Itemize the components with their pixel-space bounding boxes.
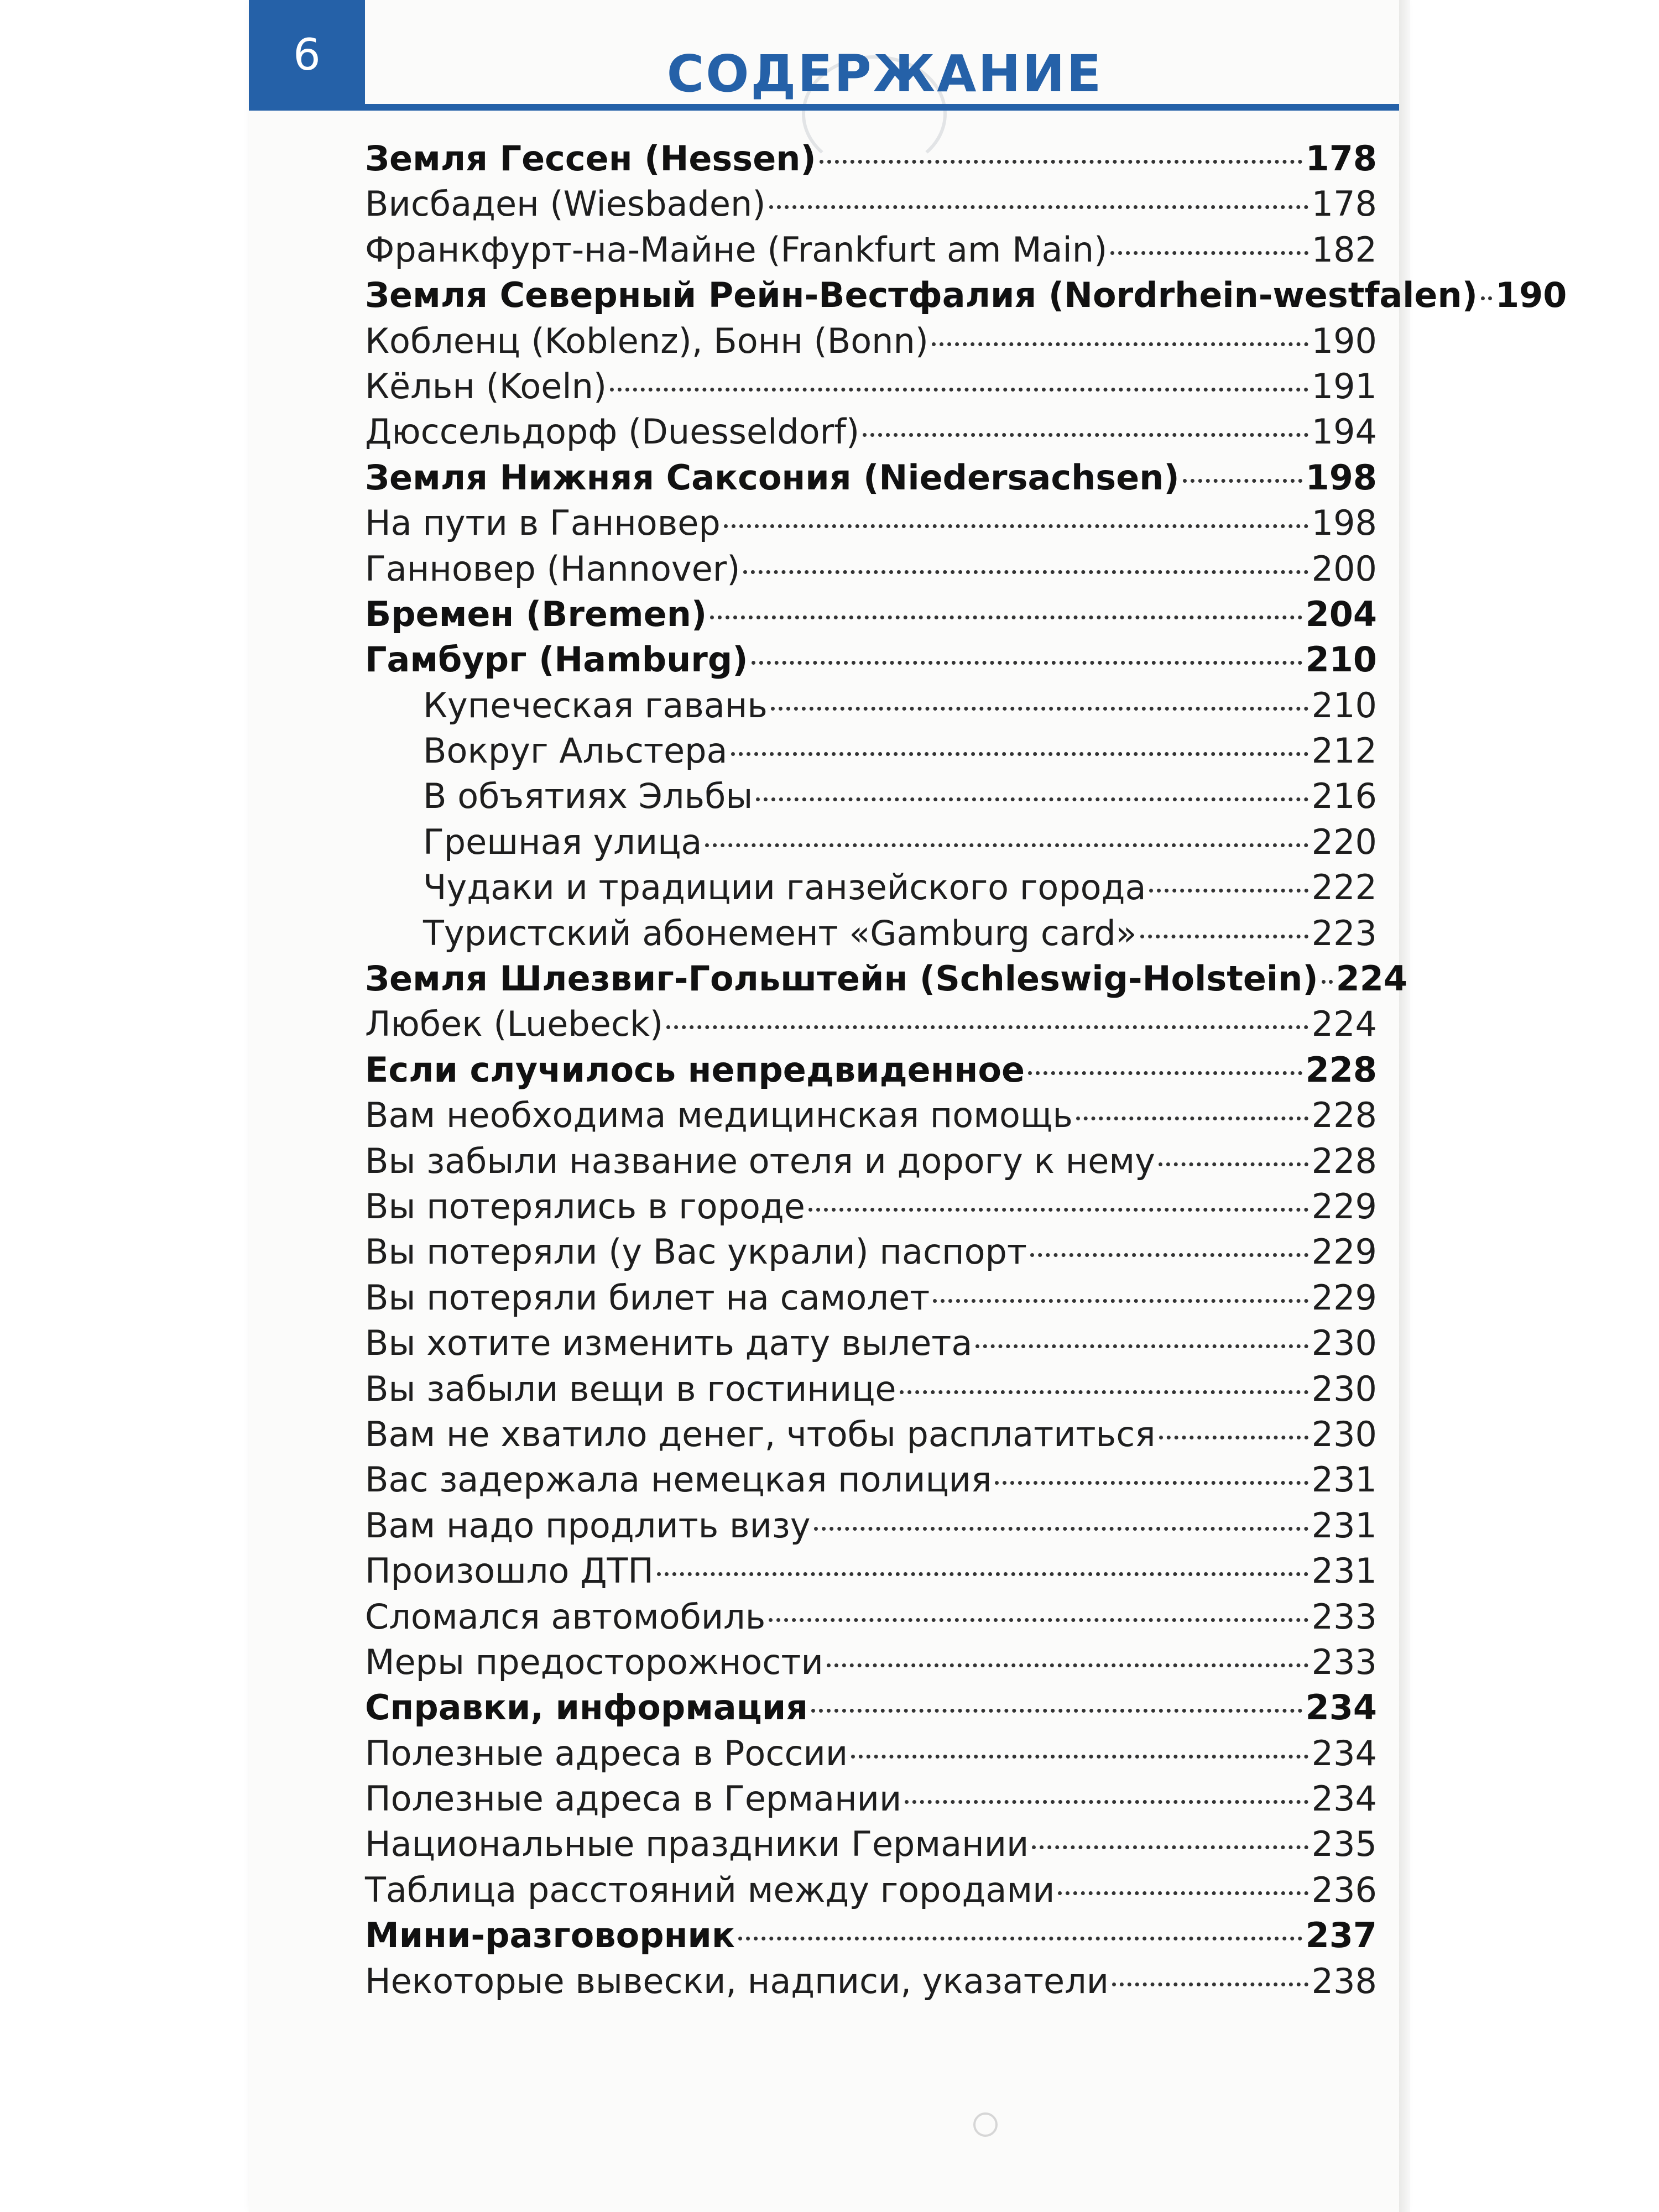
toc-entry-title: На пути в Ганновер bbox=[365, 503, 721, 544]
toc-dot-leader bbox=[827, 1663, 1308, 1667]
toc-entry-page: 224 bbox=[1311, 1004, 1377, 1045]
toc-entry bbox=[365, 1323, 1377, 1368]
toc-entry-page: 194 bbox=[1311, 411, 1377, 452]
toc-entry bbox=[365, 1141, 1377, 1186]
toc-entry-title: Вас задержала немецкая полиция bbox=[365, 1459, 992, 1500]
toc-dot-leader bbox=[820, 160, 1302, 164]
toc-entry bbox=[365, 1597, 1377, 1642]
toc-entry bbox=[365, 1369, 1377, 1414]
toc-entry-page: 233 bbox=[1311, 1641, 1377, 1682]
toc-entry-title: Кёльн (Koeln) bbox=[365, 366, 607, 406]
toc-entry bbox=[365, 366, 1377, 411]
toc-entry-title: Висбаден (Wiesbaden) bbox=[365, 184, 766, 225]
toc-entry bbox=[365, 1778, 1377, 1824]
toc-entry-title: Вам необходима медицинская помощь bbox=[365, 1095, 1073, 1136]
toc-dot-leader bbox=[610, 388, 1308, 392]
toc-entry-title: В объятиях Эльбы bbox=[423, 776, 753, 817]
toc-dot-leader bbox=[905, 1800, 1308, 1804]
toc-dot-leader bbox=[851, 1755, 1308, 1759]
toc-entry-page: 198 bbox=[1311, 503, 1377, 544]
toc-entry-title: Вы потерялись в городе bbox=[365, 1186, 805, 1227]
toc-dot-leader bbox=[1032, 1845, 1308, 1849]
toc-entry bbox=[365, 1186, 1377, 1232]
toc-entry bbox=[365, 1642, 1377, 1687]
toc-dot-leader bbox=[1058, 1891, 1308, 1895]
toc-dot-leader bbox=[1159, 1436, 1308, 1439]
toc-entry bbox=[365, 822, 1377, 867]
toc-entry-title: Грешная улица bbox=[423, 821, 702, 862]
toc-entry-page: 231 bbox=[1311, 1505, 1377, 1546]
toc-dot-leader bbox=[995, 1481, 1308, 1485]
toc-entry-title: Если случилось непредвиденное bbox=[365, 1049, 1025, 1090]
toc-entry bbox=[365, 1915, 1377, 1960]
toc-entry bbox=[365, 275, 1567, 320]
toc-entry-title: Любек (Luebeck) bbox=[365, 1004, 664, 1045]
toc-entry-page: 237 bbox=[1305, 1915, 1377, 1956]
toc-entry-page: 216 bbox=[1311, 776, 1377, 817]
toc-entry-page: 229 bbox=[1311, 1186, 1377, 1227]
toc-entry bbox=[365, 1459, 1377, 1505]
toc-dot-leader bbox=[811, 1709, 1302, 1713]
toc-dot-leader bbox=[771, 707, 1308, 711]
toc-entry bbox=[365, 503, 1377, 548]
toc-entry bbox=[365, 321, 1377, 366]
toc-dot-leader bbox=[1110, 251, 1308, 255]
toc-entry-page: 220 bbox=[1311, 821, 1377, 862]
toc-entry-title: Дюссельдорф (Duesseldorf) bbox=[365, 411, 860, 452]
toc-dot-leader bbox=[814, 1527, 1308, 1531]
toc-entry-title: Вы забыли название отеля и дорогу к нему bbox=[365, 1140, 1155, 1181]
toc-entry-title: Франкфурт-на-Майне (Frankfurt am Main) bbox=[365, 229, 1108, 270]
toc-entry-page: 182 bbox=[1311, 229, 1377, 270]
toc-dot-leader bbox=[743, 570, 1308, 574]
toc-entry-title: Вокруг Альстера bbox=[423, 731, 728, 771]
toc-entry-page: 238 bbox=[1311, 1960, 1377, 2001]
toc-entry-title: Ганновер (Hannover) bbox=[365, 548, 740, 589]
toc-dot-leader bbox=[756, 797, 1308, 801]
toc-entry bbox=[365, 229, 1377, 275]
toc-entry-page: 230 bbox=[1311, 1368, 1377, 1409]
toc-entry-title: Полезные адреса в Германии bbox=[365, 1778, 902, 1819]
toc-dot-leader bbox=[1149, 889, 1308, 893]
toc-entry bbox=[365, 1004, 1377, 1049]
toc-entry bbox=[365, 184, 1377, 229]
toc-entry bbox=[365, 1870, 1377, 1915]
toc-dot-leader bbox=[900, 1390, 1308, 1394]
page-title-text: СОДЕРЖАНИЕ bbox=[666, 44, 1103, 103]
toc-entry-page: 230 bbox=[1311, 1323, 1377, 1364]
header-rule bbox=[249, 104, 1399, 111]
toc-entry-title: Вы потеряли билет на самолет bbox=[365, 1277, 930, 1318]
toc-entry-page: 224 bbox=[1335, 958, 1408, 999]
toc-dot-leader bbox=[666, 1025, 1308, 1029]
toc-dot-leader bbox=[1322, 980, 1333, 984]
toc-dot-leader bbox=[738, 1937, 1302, 1940]
toc-entry-page: 200 bbox=[1311, 548, 1377, 589]
toc-entry bbox=[365, 1961, 1377, 2006]
toc-entry bbox=[365, 1824, 1377, 1869]
toc-dot-leader bbox=[731, 752, 1308, 756]
toc-entry-page: 190 bbox=[1311, 320, 1377, 361]
toc-entry-page: 210 bbox=[1311, 685, 1377, 726]
toc-dot-leader bbox=[769, 1618, 1308, 1622]
toc-entry-title: Кобленц (Koblenz), Бонн (Bonn) bbox=[365, 320, 928, 361]
toc-entry-title: Мини-разговорник bbox=[365, 1915, 735, 1956]
toc-entry-page: 231 bbox=[1311, 1551, 1377, 1592]
toc-dot-leader bbox=[1028, 1071, 1302, 1075]
toc-entry-page: 191 bbox=[1311, 366, 1377, 406]
toc-entry bbox=[365, 138, 1377, 184]
toc-entry-title: Купеческая гавань bbox=[423, 685, 768, 726]
toc-dot-leader bbox=[705, 843, 1308, 847]
toc-entry bbox=[365, 1050, 1377, 1095]
toc-entry-title: Произошло ДТП bbox=[365, 1551, 654, 1592]
toc-entry-page: 223 bbox=[1311, 912, 1377, 953]
toc-entry-page: 230 bbox=[1311, 1413, 1377, 1454]
toc-dot-leader bbox=[863, 433, 1308, 437]
toc-entry-page: 229 bbox=[1311, 1232, 1377, 1272]
toc-entry bbox=[365, 958, 1408, 1004]
toc-entry-page: 190 bbox=[1495, 275, 1567, 316]
toc-entry-title: Меры предосторожности bbox=[365, 1641, 823, 1682]
toc-dot-leader bbox=[932, 342, 1308, 346]
toc-entry-page: 212 bbox=[1311, 731, 1377, 771]
toc-entry-page: 231 bbox=[1311, 1459, 1377, 1500]
toc-entry-page: 228 bbox=[1311, 1140, 1377, 1181]
toc-dot-leader bbox=[975, 1344, 1308, 1348]
page-title bbox=[249, 44, 1399, 103]
toc-entry-page: 233 bbox=[1311, 1596, 1377, 1637]
toc-dot-leader bbox=[769, 205, 1308, 209]
toc-entry-page: 234 bbox=[1305, 1687, 1377, 1728]
toc-entry-title: Вам не хватило денег, чтобы расплатиться bbox=[365, 1413, 1156, 1454]
toc-entry bbox=[365, 1551, 1377, 1596]
toc-entry-page: 235 bbox=[1311, 1824, 1377, 1865]
toc-entry bbox=[365, 639, 1377, 685]
toc-entry-title: Туристский абонемент «Gamburg card» bbox=[423, 912, 1137, 953]
toc-entry-title: Земля Гессен (Hessen) bbox=[365, 138, 816, 179]
toc-entry-title: Некоторые вывески, надписи, указатели bbox=[365, 1960, 1109, 2001]
toc-entry bbox=[365, 549, 1377, 594]
toc-entry bbox=[365, 1733, 1377, 1778]
toc-entry-title: Справки, информация bbox=[365, 1687, 808, 1728]
toc-entry-page: 228 bbox=[1311, 1095, 1377, 1136]
toc-dot-leader bbox=[724, 524, 1308, 528]
toc-entry bbox=[365, 411, 1377, 457]
toc-entry bbox=[365, 1687, 1377, 1733]
toc-dot-leader bbox=[1159, 1162, 1308, 1166]
toc-entry-page: 234 bbox=[1311, 1778, 1377, 1819]
toc-entry bbox=[365, 1232, 1377, 1277]
toc-dot-leader bbox=[1112, 1983, 1308, 1986]
toc-entry-page: 198 bbox=[1305, 457, 1377, 498]
toc-entry bbox=[365, 1414, 1377, 1459]
toc-entry bbox=[365, 776, 1377, 821]
toc-entry-title: Сломался автомобиль bbox=[365, 1596, 766, 1637]
toc-entry-title: Земля Шлезвиг-Гольштейн (Schleswig-Holstein) bbox=[365, 958, 1318, 999]
page-edge bbox=[1399, 0, 1410, 2212]
toc-entry-title: Земля Нижняя Саксония (Niedersachsen) bbox=[365, 457, 1180, 498]
toc-dot-leader bbox=[1076, 1117, 1308, 1120]
toc-entry bbox=[365, 1095, 1377, 1140]
toc-dot-leader bbox=[1030, 1253, 1308, 1257]
toc-entry-title: Чудаки и традиции ганзейского города bbox=[423, 867, 1146, 908]
toc-dot-leader bbox=[752, 661, 1302, 665]
toc-entry bbox=[365, 1277, 1377, 1323]
toc-entry-page: 229 bbox=[1311, 1277, 1377, 1318]
toc-entry-title: Гамбург (Hamburg) bbox=[365, 639, 748, 680]
toc-entry-page: 178 bbox=[1305, 138, 1377, 179]
toc-entry-page: 178 bbox=[1311, 184, 1377, 225]
toc-entry bbox=[365, 685, 1377, 731]
toc-dot-leader bbox=[1481, 296, 1492, 300]
toc-entry bbox=[365, 913, 1377, 958]
toc-entry bbox=[365, 731, 1377, 776]
toc-dot-leader bbox=[710, 615, 1302, 619]
table-of-contents bbox=[365, 138, 1567, 2006]
toc-entry bbox=[365, 457, 1377, 503]
toc-dot-leader bbox=[1140, 935, 1308, 938]
print-mark bbox=[973, 2112, 998, 2137]
toc-entry-title: Земля Северный Рейн-Вестфалия (Nordrhein-westfalen) bbox=[365, 275, 1478, 316]
toc-entry-title: Вы хотите изменить дату вылета bbox=[365, 1323, 973, 1364]
toc-entry-page: 222 bbox=[1311, 867, 1377, 908]
toc-dot-leader bbox=[933, 1299, 1308, 1303]
toc-entry-title: Бремен (Bremen) bbox=[365, 593, 707, 634]
toc-entry-title: Таблица расстояний между городами bbox=[365, 1869, 1055, 1910]
toc-entry-title: Национальные праздники Германии bbox=[365, 1824, 1029, 1865]
toc-dot-leader bbox=[657, 1572, 1308, 1576]
toc-entry-page: 228 bbox=[1305, 1049, 1377, 1090]
toc-entry-title: Вам надо продлить визу bbox=[365, 1505, 811, 1546]
toc-entry-title: Вы потеряли (у Вас украли) паспорт bbox=[365, 1232, 1027, 1272]
toc-entry-title: Полезные адреса в России bbox=[365, 1733, 848, 1773]
toc-entry-page: 210 bbox=[1305, 639, 1377, 680]
toc-entry bbox=[365, 1505, 1377, 1551]
toc-dot-leader bbox=[808, 1208, 1308, 1212]
toc-dot-leader bbox=[1183, 479, 1302, 483]
toc-entry-title: Вы забыли вещи в гостинице bbox=[365, 1368, 896, 1409]
toc-entry-page: 236 bbox=[1311, 1869, 1377, 1910]
toc-entry-page: 204 bbox=[1305, 593, 1377, 634]
toc-entry bbox=[365, 594, 1377, 639]
page-number: 6 bbox=[293, 30, 321, 80]
toc-entry-page: 234 bbox=[1311, 1733, 1377, 1773]
toc-entry bbox=[365, 867, 1377, 912]
